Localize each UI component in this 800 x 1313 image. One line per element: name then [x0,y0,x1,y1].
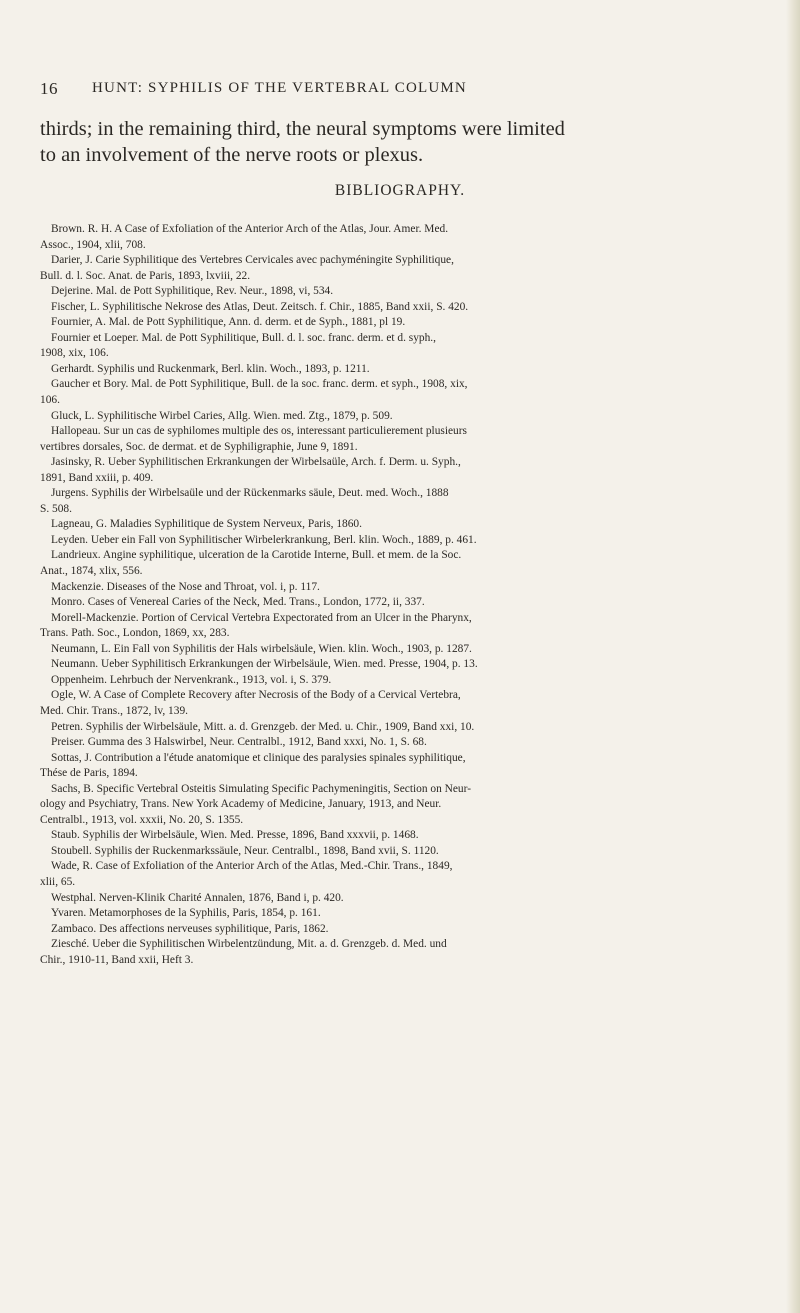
bibliography-entry [40,859,766,890]
bibliography-entry-line: Sottas, J. Contribution a l'étude anatomique et clinique des paralysies spinales syphilitique, [51,751,466,764]
bibliography-entry-line: Darier, J. Carie Syphilitique des Vertebres Cervicales avec pachyméningite Syphilitique, [51,254,454,267]
bibliography-entry-line: 1908, xix, 106. [40,347,109,360]
bibliography-entry [40,611,766,642]
bibliography-entry [40,891,766,907]
bibliography-entry [40,300,766,316]
bibliography-entry [40,315,766,331]
body-paragraph [40,116,760,168]
bibliography-entry-line: S. 508. [40,502,72,515]
bibliography-entry-line: Yvaren. Metamorphoses de la Syphilis, Paris, 1854, p. 161. [51,907,321,920]
bibliography-entry-line: Assoc., 1904, xlii, 708. [40,238,146,251]
bibliography-entry-line: Monro. Cases of Venereal Caries of the Neck, Med. Trans., London, 1772, ii, 337. [51,596,425,609]
bibliography-entry [40,222,766,253]
page-number: 16 [40,79,58,98]
bibliography-entry-line: Fischer, L. Syphilitische Nekrose des Atlas, Deut. Zeitsch. f. Chir., 1885, Band xxii, S. 420. [51,300,469,313]
bibliography-entry [40,937,766,968]
bibliography-entry [40,548,766,579]
bibliography-entry-line: Stoubell. Syphilis der Ruckenmarkssäule, Neur. Centralbl., 1898, Band xvii, S. 1120. [51,844,439,857]
bibliography-entry-line: Landrieux. Angine syphilitique, ulceration de la Carotide Interne, Bull. et mem. de la Soc. [51,549,462,562]
paragraph-line: thirds; in the remaining third, the neural symptoms were limited [40,118,565,140]
bibliography-entry-line: Preiser. Gumma des 3 Halswirbel, Neur. Centralbl., 1912, Band xxxi, No. 1, S. 68. [51,736,427,749]
bibliography-entry [40,782,766,829]
bibliography-entry-line: Chir., 1910-11, Band xxii, Heft 3. [40,953,194,966]
running-head: HUNT: SYPHILIS OF THE VERTEBRAL COLUMN [92,80,467,96]
bibliography-entry-line: Oppenheim. Lehrbuch der Nervenkrank., 1913, vol. i, S. 379. [51,673,332,686]
bibliography-entry-line: Dejerine. Mal. de Pott Syphilitique, Rev. Neur., 1898, vi, 534. [51,285,334,298]
bibliography-entry [40,720,766,736]
bibliography-entry [40,922,766,938]
bibliography-entry [40,657,766,673]
bibliography-entry-line: Staub. Syphilis der Wirbelsäule, Wien. Med. Presse, 1896, Band xxxvii, p. 1468. [51,829,419,842]
bibliography-entry [40,377,766,408]
bibliography-entry-line: Trans. Path. Soc., London, 1869, xx, 283. [40,627,230,640]
bibliography-entry [40,409,766,425]
paragraph-line: to an involvement of the nerve roots or plexus. [40,144,424,166]
bibliography-entry-line: Zambaco. Des affections nerveuses syphilitique, Paris, 1862. [51,922,329,935]
bibliography-entry-line: Gluck, L. Syphilitische Wirbel Caries, Allg. Wien. med. Ztg., 1879, p. 509. [51,409,393,422]
bibliography-entry [40,735,766,751]
bibliography-entry-line: 1891, Band xxiii, p. 409. [40,471,154,484]
bibliography-entry-line: Jurgens. Syphilis der Wirbelsaüle und der Rückenmarks säule, Deut. med. Woch., 1888 [51,487,449,500]
bibliography-entry-line: 106. [40,394,60,407]
bibliography-entry-line: Jasinsky, R. Ueber Syphilitischen Erkrankungen der Wirbelsaüle, Arch. f. Derm. u. Syph., [51,456,461,469]
bibliography-entry-line: Fournier et Loeper. Mal. de Pott Syphilitique, Bull. d. l. soc. franc. derm. et d. syph., [51,331,437,344]
bibliography-entry-line: Hallopeau. Sur un cas de syphilomes multiple des os, interessant particulierement plusieurs [51,425,467,438]
bibliography-entry-line: Sachs, B. Specific Vertebral Osteitis Simulating Specific Pachymeningitis, Section on Neur- [51,782,471,795]
bibliography-entry [40,642,766,658]
bibliography-entry-line: Lagneau, G. Maladies Syphilitique de System Nerveux, Paris, 1860. [51,518,362,531]
bibliography-entry [40,580,766,596]
bibliography-entry [40,331,766,362]
bibliography-entry-line: Leyden. Ueber ein Fall von Syphilitischer Wirbelerkrankung, Berl. klin. Woch., 1889, p. 461. [51,533,477,546]
bibliography-entry [40,595,766,611]
bibliography-entry [40,688,766,719]
bibliography-entry-line: Mackenzie. Diseases of the Nose and Throat, vol. i, p. 117. [51,580,320,593]
bibliography-entry [40,673,766,689]
bibliography-entry [40,486,766,517]
bibliography-entry [40,362,766,378]
bibliography-entry-line: Anat., 1874, xlix, 556. [40,565,143,578]
bibliography-entry-line: vertibres dorsales, Soc. de dermat. et de Syphiligraphie, June 9, 1891. [40,440,358,453]
bibliography-entry [40,533,766,549]
bibliography-entry [40,253,766,284]
bibliography-entry [40,455,766,486]
bibliography-entry-line: Ogle, W. A Case of Complete Recovery after Necrosis of the Body of a Cervical Vertebra, [51,689,461,702]
bibliography-entry-line: Petren. Syphilis der Wirbelsäule, Mitt. a. d. Grenzgeb. der Med. u. Chir., 1909, Band xxi, 10. [51,720,475,733]
bibliography-entry-line: Neumann, L. Ein Fall von Syphilitis der Hals wirbelsäule, Wien. klin. Woch., 1903, p. 1287. [51,642,472,655]
bibliography-entry [40,424,766,455]
bibliography-list [40,222,766,968]
bibliography-entry-line: Gaucher et Bory. Mal. de Pott Syphilitique, Bull. de la soc. franc. derm. et syph., 1908, xix, [51,378,468,391]
bibliography-entry [40,284,766,300]
bibliography-entry-line: Med. Chir. Trans., 1872, lv, 139. [40,704,188,717]
bibliography-entry-line: Centralbl., 1913, vol. xxxii, No. 20, S. 1355. [40,813,244,826]
bibliography-entry-line: Fournier, A. Mal. de Pott Syphilitique, Ann. d. derm. et de Syph., 1881, pl 19. [51,316,406,329]
bibliography-entry-line: Wade, R. Case of Exfoliation of the Anterior Arch of the Atlas, Med.-Chir. Trans., 1849, [51,860,453,873]
bibliography-heading: BIBLIOGRAPHY. [334,182,466,199]
bibliography-entry-line: Thése de Paris, 1894. [40,767,138,780]
bibliography-entry-line: Ziesché. Ueber die Syphilitischen Wirbelentzündung, Mit. a. d. Grenzgeb. d. Med. und [51,938,447,951]
bibliography-entry [40,828,766,844]
bibliography-entry-line: Brown. R. H. A Case of Exfoliation of the Anterior Arch of the Atlas, Jour. Amer. Med. [51,223,449,235]
bibliography-entry [40,844,766,860]
bibliography-entry-line: Westphal. Nerven-Klinik Charité Annalen, 1876, Band i, p. 420. [51,891,344,904]
bibliography-entry-line: xlii, 65. [40,875,76,888]
bibliography-entry [40,751,766,782]
bibliography-entry-line: Gerhardt. Syphilis und Ruckenmark, Berl. klin. Woch., 1893, p. 1211. [51,362,370,375]
bibliography-entry [40,517,766,533]
bibliography-entry-line: Morell-Mackenzie. Portion of Cervical Vertebra Expectorated from an Ulcer in the Pharynx, [51,611,472,624]
bibliography-entry-line: Bull. d. l. Soc. Anat. de Paris, 1893, lxviii, 22. [40,269,251,282]
bibliography-entry [40,906,766,922]
bibliography-entry-line: ology and Psychiatry, Trans. New York Academy of Medicine, January, 1913, and Neur. [40,798,442,811]
bibliography-entry-line: Neumann. Ueber Syphilitisch Erkrankungen der Wirbelsäule, Wien. med. Presse, 1904, p. 13. [51,658,478,671]
